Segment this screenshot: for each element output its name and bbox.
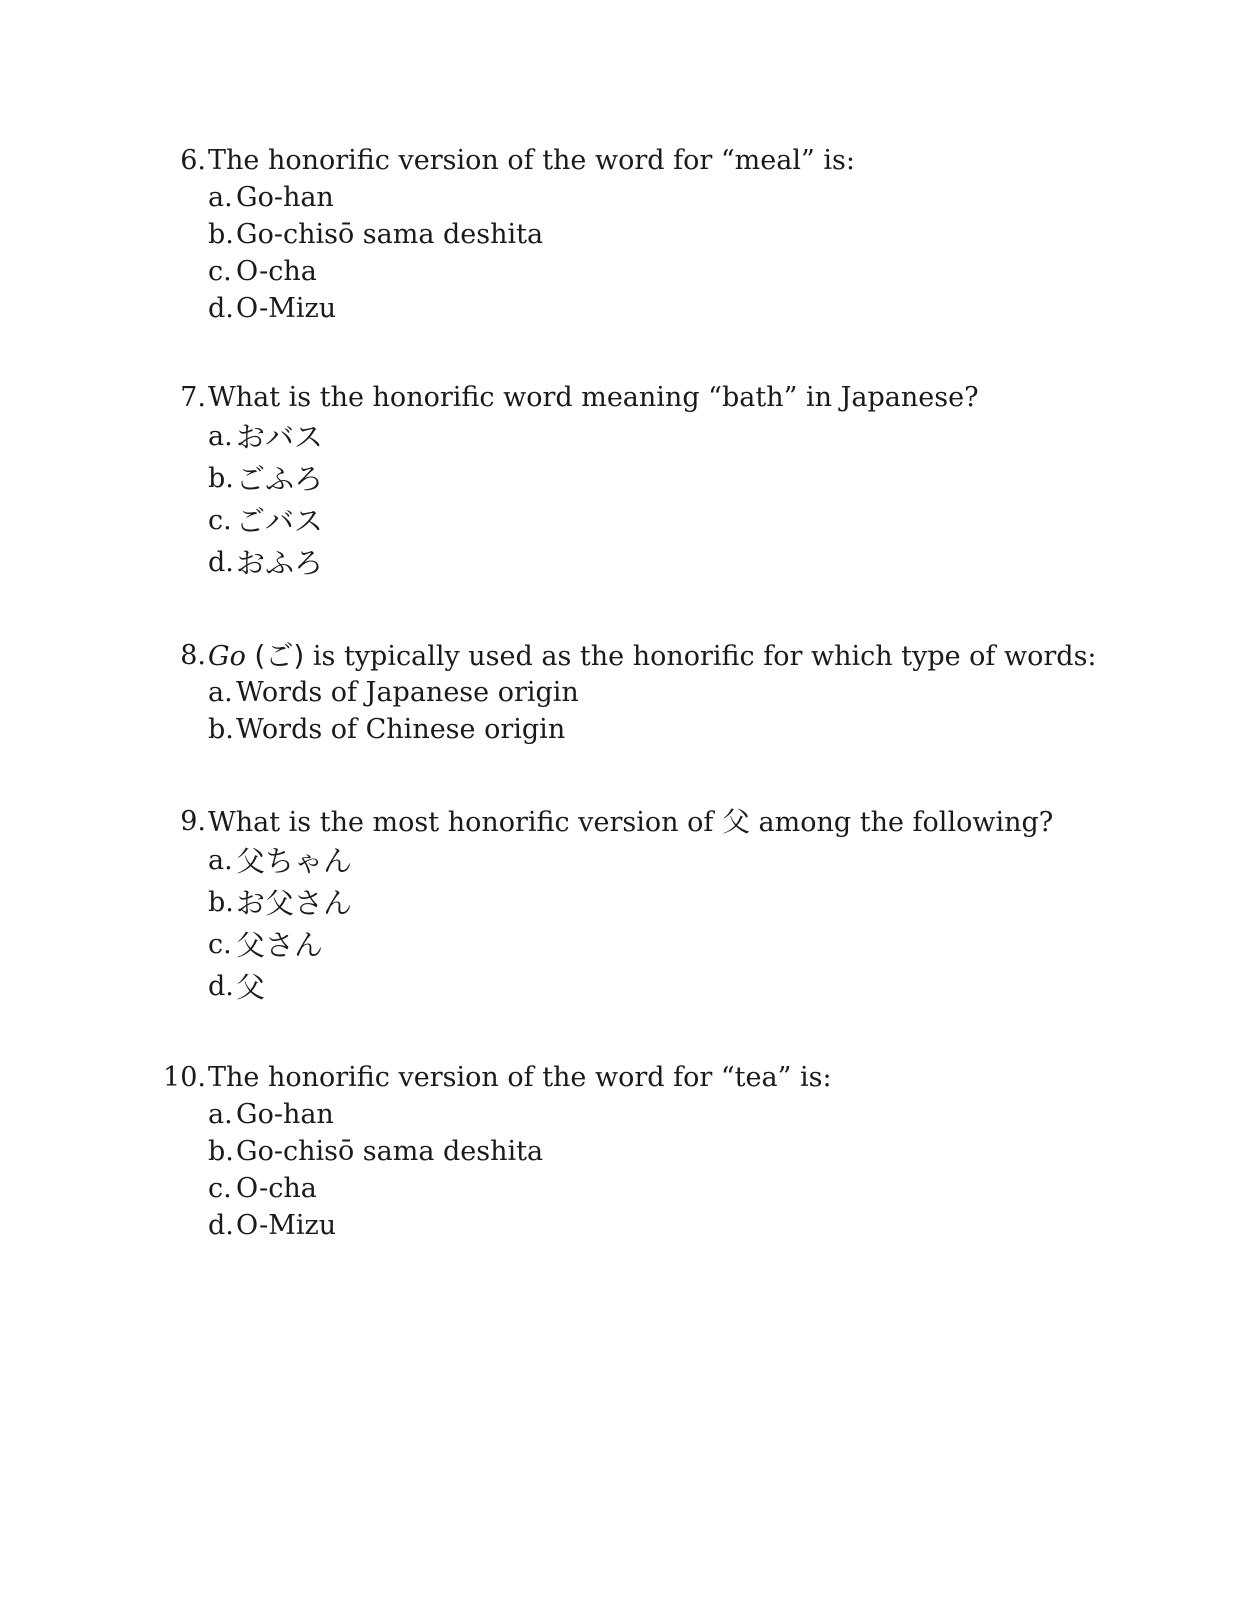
option-b [0,1133,1236,1170]
option-text: O-cha [236,1173,317,1204]
option-letter: d. [208,1210,234,1241]
question-number: 6. [180,145,206,176]
option-letter: a. [208,182,233,213]
option-c [0,500,1236,542]
option-letter: c. [208,929,232,960]
option-text: Words of Chinese origin [236,714,566,745]
option-d [0,966,1236,1008]
question-text-before: What is the most honorific version of [208,807,714,838]
option-b [0,711,1236,748]
question-8-line [0,637,1236,674]
option-d [0,1207,1236,1244]
option-text: おバス [236,420,324,454]
option-text: Go-han [236,182,334,213]
option-d [0,290,1236,327]
option-text: おふろ [236,546,324,580]
question-9 [0,803,1236,1008]
option-a [0,840,1236,882]
option-text: お父さん [236,886,353,920]
question-6 [0,142,1236,327]
option-letter: c. [208,256,232,287]
option-letter: b. [208,219,234,250]
option-b [0,458,1236,500]
option-d [0,542,1236,584]
option-letter: a. [208,421,233,452]
option-text: 父さん [236,928,324,962]
option-text: O-Mizu [236,293,337,324]
option-c [0,253,1236,290]
question-10-line [0,1059,1236,1096]
option-text: O-cha [236,256,317,287]
option-text: Go-han [236,1099,334,1130]
question-text [208,803,1053,841]
question-text [208,637,1097,675]
question-number: 9. [180,806,206,837]
option-text: ごふろ [236,462,324,496]
option-letter: c. [208,505,232,536]
option-text: ごバス [236,504,324,538]
option-b [0,882,1236,924]
question-10 [0,1059,1236,1244]
option-letter: d. [208,971,234,1002]
option-letter: a. [208,1099,233,1130]
question-text: What is the honorific word meaning “bath” in Japanese? [208,382,979,413]
option-letter: a. [208,845,233,876]
option-text: Words of Japanese origin [236,677,579,708]
option-text: Go-chisō sama deshita [236,1136,544,1167]
question-7 [0,379,1236,584]
option-text: O-Mizu [236,1210,337,1241]
option-c [0,924,1236,966]
option-letter: d. [208,547,234,578]
option-a [0,416,1236,458]
question-7-line [0,379,1236,416]
option-letter: b. [208,714,234,745]
option-a [0,179,1236,216]
option-letter: a. [208,677,233,708]
option-c [0,1170,1236,1207]
question-8 [0,637,1236,748]
option-b [0,216,1236,253]
question-number: 7. [180,382,206,413]
question-text-italic: Go [208,641,246,672]
option-letter: b. [208,887,234,918]
option-letter: b. [208,463,234,494]
question-text: The honorific version of the word for “tea” is: [208,1062,832,1093]
option-letter: b. [208,1136,234,1167]
question-text-rest: is typically used as the honorific for which type of words: [312,641,1097,672]
option-text: 父ちゃん [236,844,353,878]
option-a [0,674,1236,711]
option-a [0,1096,1236,1133]
question-6-line [0,142,1236,179]
option-letter: c. [208,1173,232,1204]
question-number: 8. [180,640,206,671]
question-9-line [0,803,1236,840]
option-text: 父 [236,970,266,1004]
question-text-kanji: 父 [721,805,750,838]
question-text-after: among the following? [758,807,1054,838]
option-letter: d. [208,293,234,324]
question-text-paren: (ご) [254,639,305,672]
question-text: The honorific version of the word for “meal” is: [208,145,855,176]
option-text: Go-chisō sama deshita [236,219,544,250]
question-number: 10. [163,1062,206,1093]
